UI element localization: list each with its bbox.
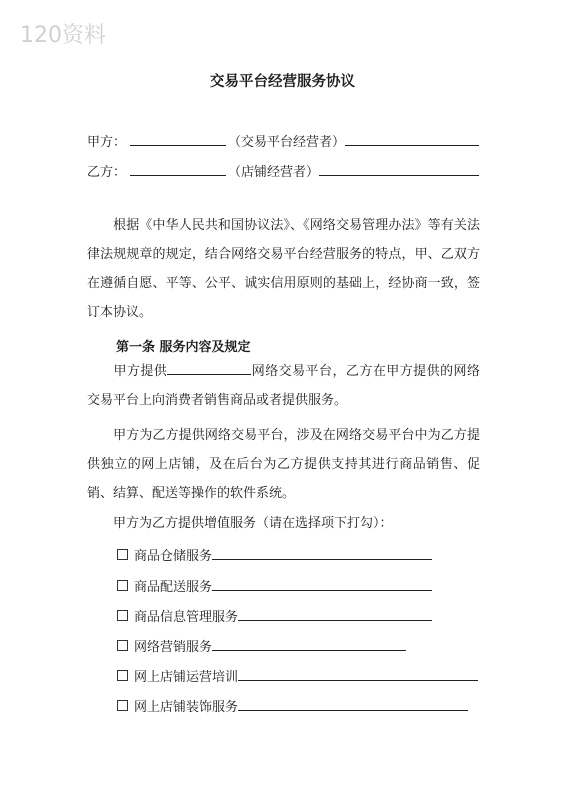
option-blank	[238, 698, 468, 711]
platform-name-blank	[167, 362, 251, 375]
checkbox-icon[interactable]	[117, 610, 128, 621]
document-title: 交易平台经营服务协议	[210, 74, 355, 90]
party-b-role: （店铺经营者）	[228, 165, 320, 180]
party-b-line	[87, 161, 479, 180]
party-a-line	[87, 131, 479, 150]
checkbox-icon[interactable]	[117, 580, 128, 591]
party-a-label: 甲方：	[87, 135, 127, 150]
p1-before: 甲方提供	[113, 364, 168, 379]
party-a-blank	[130, 133, 226, 146]
p3-text: 甲方为乙方提供增值服务（请在选择项下打勾）：	[113, 516, 393, 531]
watermark: 120资料	[20, 23, 106, 48]
option-blank	[238, 608, 432, 621]
article-1-heading: 第一条 服务内容及规定	[116, 340, 251, 355]
option-label: 商品信息管理服务	[134, 610, 239, 625]
option-row	[117, 636, 406, 655]
intro-text: 根据《中华人民共和国协议法》、《网络交易管理办法》等有关法律法规规章的规定，结合网络交易平台经营服务的特点，甲、乙双方在遵循自愿、平等、公平、诚实信用原则的基础上，经协商一致，签订本协议。	[87, 218, 480, 320]
checkbox-icon[interactable]	[117, 700, 128, 711]
option-label: 商品仓储服务	[134, 549, 213, 564]
party-b-label: 乙方：	[87, 165, 127, 180]
intro-paragraph	[87, 211, 480, 327]
article-1-paragraph-2	[87, 421, 480, 508]
checkbox-icon[interactable]	[117, 549, 128, 560]
option-blank	[238, 668, 478, 681]
party-a-role-blank	[345, 133, 479, 146]
option-label: 网络营销服务	[134, 640, 213, 655]
option-row	[117, 545, 432, 564]
option-blank	[212, 547, 432, 560]
option-label: 商品配送服务	[134, 580, 213, 595]
checkbox-icon[interactable]	[117, 640, 128, 651]
checkbox-icon[interactable]	[117, 670, 128, 681]
option-row	[117, 696, 468, 715]
option-blank	[212, 638, 406, 651]
option-row	[117, 606, 432, 625]
party-a-role: （交易平台经营者）	[228, 135, 346, 150]
option-row	[117, 576, 432, 595]
option-label: 网上店铺运营培训	[134, 670, 239, 685]
article-1-paragraph-3	[87, 509, 480, 538]
option-blank	[212, 578, 432, 591]
party-b-blank	[130, 163, 226, 176]
p2-text: 甲方为乙方提供网络交易平台，涉及在网络交易平台中为乙方提供独立的网上店铺，及在后台为乙方提供支持其进行商品销售、促销、结算、配送等操作的软件系统。	[87, 428, 480, 501]
party-b-role-blank	[319, 163, 479, 176]
option-row	[117, 666, 478, 685]
article-1-paragraph-1	[87, 357, 480, 415]
p1-after: 网络交易平台，乙方在甲方提供的网络交易平台上向消费者销售商品或者提供服务。	[87, 364, 480, 408]
option-label: 网上店铺装饰服务	[134, 700, 239, 715]
